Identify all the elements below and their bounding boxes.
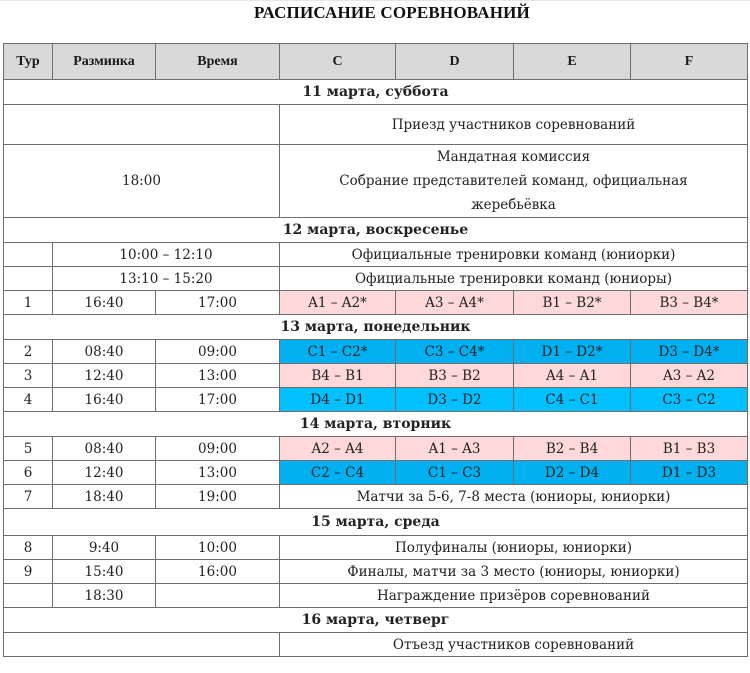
event-cell: Официальные тренировки команд (юниорки)	[280, 243, 748, 267]
game-cell-d: D3 – D2	[396, 388, 514, 412]
game-cell-e: A4 – A1	[514, 364, 631, 388]
table-row	[4, 536, 748, 560]
table-row	[4, 105, 748, 145]
game-cell-f: D3 – D4*	[631, 340, 748, 364]
col-header-warmup: Разминка	[53, 44, 156, 80]
game-cell-c: B4 – B1	[280, 364, 396, 388]
tour-cell: 8	[4, 536, 53, 560]
time-cell: 09:00	[156, 340, 280, 364]
col-header-tour: Тур	[4, 44, 53, 80]
col-header-time: Время	[156, 44, 280, 80]
time-cell: 18:00	[4, 145, 280, 218]
event-cell: Финалы, матчи за 3 место (юниоры, юниорки)	[280, 560, 748, 584]
time-cell: 09:00	[156, 437, 280, 461]
game-cell-c: A1 – A2*	[280, 291, 396, 315]
time-cell: 17:00	[156, 388, 280, 412]
game-cell-d: A1 – A3	[396, 437, 514, 461]
game-cell-d: A3 – A4*	[396, 291, 514, 315]
event-cell: Приезд участников соревнований	[280, 105, 748, 145]
game-cell-f: B1 – B3	[631, 437, 748, 461]
day-row	[4, 412, 748, 437]
event-cell: Матчи за 5-6, 7-8 места (юниоры, юниорки)	[280, 485, 748, 509]
tour-cell: 3	[4, 364, 53, 388]
game-cell-e: B2 – B4	[514, 437, 631, 461]
table-row	[4, 291, 748, 315]
game-cell-e: B1 – B2*	[514, 291, 631, 315]
tour-cell	[4, 243, 53, 267]
time-cell: 10:00	[156, 536, 280, 560]
day-row	[4, 608, 748, 633]
warmup-cell: 16:40	[53, 291, 156, 315]
top-border-line	[0, 0, 750, 1]
time-cell	[156, 584, 280, 608]
event-cell-multiline	[280, 145, 748, 218]
warmup-cell: 16:40	[53, 388, 156, 412]
game-cell-e: C4 – C1	[514, 388, 631, 412]
table-row	[4, 437, 748, 461]
event-line: жеребьёвка	[471, 197, 556, 213]
tour-cell: 1	[4, 291, 53, 315]
game-cell-d: C3 – C4*	[396, 340, 514, 364]
time-cell: 16:00	[156, 560, 280, 584]
time-cell: 13:00	[156, 461, 280, 485]
game-cell-e: D1 – D2*	[514, 340, 631, 364]
table-row	[4, 388, 748, 412]
col-header-court-d: D	[396, 44, 514, 80]
event-cell: Полуфиналы (юниоры, юниорки)	[280, 536, 748, 560]
game-cell-f: B3 – B4*	[631, 291, 748, 315]
table-row	[4, 633, 748, 657]
event-line: Собрание представителей команд, официальная	[339, 173, 688, 189]
game-cell-e: D2 – D4	[514, 461, 631, 485]
day-label: 11 марта, суббота	[4, 80, 748, 105]
tour-cell: 2	[4, 340, 53, 364]
game-cell-f: D1 – D3	[631, 461, 748, 485]
table-row	[4, 340, 748, 364]
game-cell-f: C3 – C2	[631, 388, 748, 412]
day-row	[4, 80, 748, 105]
game-cell-c: D4 – D1	[280, 388, 396, 412]
table-row	[4, 461, 748, 485]
time-cell: 19:00	[156, 485, 280, 509]
table-row	[4, 267, 748, 291]
game-cell-d: C1 – C3	[396, 461, 514, 485]
time-range-cell: 13:10 – 15:20	[53, 267, 280, 291]
tour-cell	[4, 267, 53, 291]
schedule-table	[3, 43, 748, 657]
event-cell: Официальные тренировки команд (юниоры)	[280, 267, 748, 291]
time-range-cell: 10:00 – 12:10	[53, 243, 280, 267]
game-cell-c: A2 – A4	[280, 437, 396, 461]
time-cell: 13:00	[156, 364, 280, 388]
warmup-cell: 18:40	[53, 485, 156, 509]
table-row	[4, 560, 748, 584]
event-line: Мандатная комиссия	[436, 149, 591, 165]
event-cell: Награждение призёров соревнований	[280, 584, 748, 608]
day-row	[4, 218, 748, 243]
tour-cell: 4	[4, 388, 53, 412]
left-cell	[4, 105, 280, 145]
day-label: 14 марта, вторник	[4, 412, 748, 437]
event-cell: Отъезд участников соревнований	[280, 633, 748, 657]
game-cell-c: C2 – C4	[280, 461, 396, 485]
tour-cell: 5	[4, 437, 53, 461]
day-row	[4, 509, 748, 536]
game-cell-c: C1 – C2*	[280, 340, 396, 364]
day-label: 15 марта, среда	[4, 509, 748, 536]
warmup-cell: 9:40	[53, 536, 156, 560]
day-row	[4, 315, 748, 340]
col-header-court-c: C	[280, 44, 396, 80]
tour-cell: 9	[4, 560, 53, 584]
warmup-cell: 15:40	[53, 560, 156, 584]
day-label: 16 марта, четверг	[4, 608, 748, 633]
header-row	[4, 44, 748, 80]
day-label: 13 марта, понедельник	[4, 315, 748, 340]
warmup-cell: 08:40	[53, 340, 156, 364]
page-title: РАСПИСАНИЕ СОРЕВНОВАНИЙ	[254, 3, 530, 22]
warmup-cell: 08:40	[53, 437, 156, 461]
warmup-cell: 18:30	[53, 584, 156, 608]
warmup-cell: 12:40	[53, 364, 156, 388]
game-cell-d: B3 – B2	[396, 364, 514, 388]
time-cell: 17:00	[156, 291, 280, 315]
table-row	[4, 145, 748, 218]
warmup-cell: 12:40	[53, 461, 156, 485]
table-row	[4, 485, 748, 509]
table-row	[4, 584, 748, 608]
left-cell	[4, 633, 280, 657]
col-header-court-e: E	[514, 44, 631, 80]
col-header-court-f: F	[631, 44, 748, 80]
game-cell-f: A3 – A2	[631, 364, 748, 388]
table-row	[4, 364, 748, 388]
tour-cell: 6	[4, 461, 53, 485]
tour-cell	[4, 584, 53, 608]
day-label: 12 марта, воскресенье	[4, 218, 748, 243]
tour-cell: 7	[4, 485, 53, 509]
table-row	[4, 243, 748, 267]
